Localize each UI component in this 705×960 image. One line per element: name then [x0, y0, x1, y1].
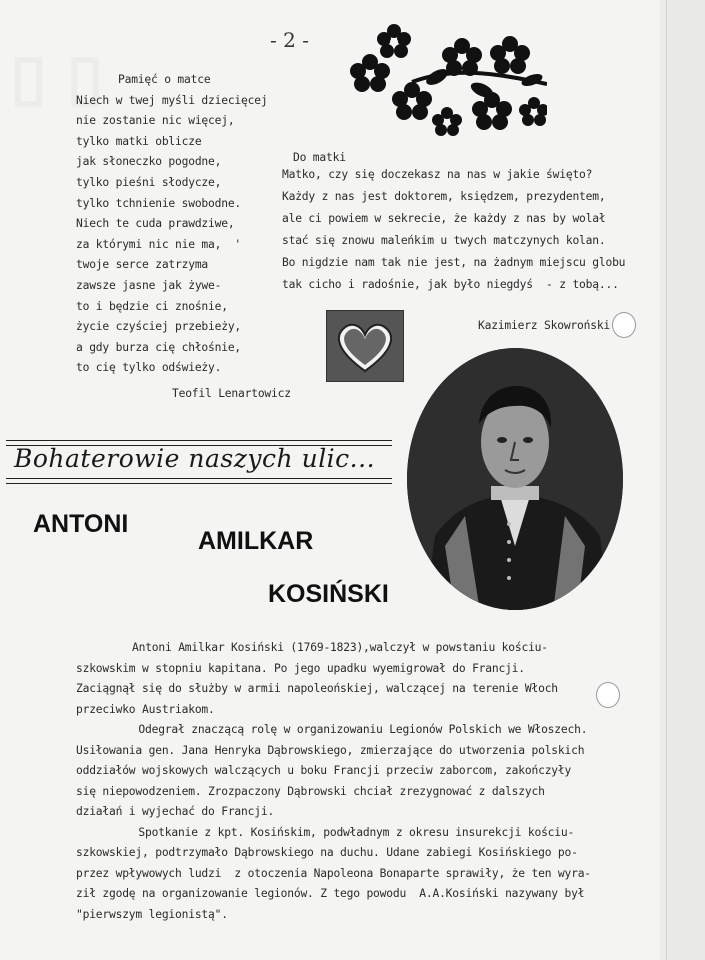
poem-line: twoje serce zatrzyma [76, 258, 209, 272]
banner-rule-bottom [6, 478, 392, 479]
name-middle: AMILKAR [198, 527, 314, 555]
article-line: Zaciągnął się do służby w armii napoleońskiej, walczącej na terenie Włoch [76, 682, 558, 695]
article-line: Antoni Amilkar Kosiński (1769-1823),walczył w powstaniu kościu- [132, 641, 548, 654]
name-first: ANTONI [33, 510, 129, 538]
page-number: - 2 - [270, 28, 309, 52]
poem-line: Bo nigdzie nam tak nie jest, na żadnym miejscu globu [282, 256, 626, 269]
background-watermark: ▯ ▯ [9, 43, 104, 112]
poem-line: nie zostanie nic więcej, [76, 114, 235, 128]
heart-icon [327, 311, 403, 381]
poem-mother-author: Teofil Lenartowicz [172, 387, 291, 400]
poem-line: stać się znowu maleńkim u twych matczynych kolan. [282, 234, 606, 247]
article-line: ził zgodę na organizowanie legionów. Z tego powodu A.A.Kosiński nazywany był [76, 887, 585, 900]
name-last: KOSIŃSKI [268, 580, 389, 608]
article-line: działań i wyjechać do Francji. [76, 805, 275, 818]
poem-line: Każdy z nas jest doktorem, księdzem, prezydentem, [282, 190, 606, 203]
article-line: "pierwszym legionistą". [76, 907, 228, 921]
poem-line: a gdy burza cię chłośnie, [76, 340, 242, 354]
section-banner: Bohaterowie naszych ulic... [14, 444, 376, 473]
article-line: szkowskiej, podtrzymało Dąbrowskiego na duchu. Udane zabiegi Kosińskiego po- [76, 846, 578, 859]
article-line: przeciwko Austriakom. [76, 702, 215, 716]
poem-to-mother-title: Do matki [293, 151, 346, 164]
poem-line: tak cicho i radośnie, jak było niegdyś - z tobą... [282, 278, 619, 291]
poem-mother-title: Pamięć o matce [118, 73, 211, 86]
poem-line: zawsze jasne jak żywe- [76, 278, 222, 292]
banner-rule-bottom-2 [6, 483, 392, 484]
article-line: Usiłowania gen. Jana Henryka Dąbrowskiego, zmierzające do utworzenia polskich [76, 743, 585, 757]
poem-line: za którymi nic nie ma, ' [76, 237, 242, 251]
portrait-kosinski [405, 346, 625, 612]
punch-hole-top [612, 312, 636, 338]
poem-mother [76, 70, 267, 379]
poem-line: tylko pieśni słodycze, [76, 175, 222, 189]
poem-line: Matko, czy się doczekasz na nas w jakie święto? [282, 168, 593, 181]
poem-line: Niech w twej myśli dziecięcej [76, 93, 268, 107]
article-line: oddziałów wojskowych walczących u boku Francji przeciw zaborcom, zakończyły [76, 764, 572, 777]
article-line: Odegrał znaczącą rolę w organizowaniu Legionów Polskich we Włoszech. [112, 723, 588, 736]
poem-line: ale ci powiem w sekrecie, że każdy z nas by wolał [282, 212, 606, 225]
punch-hole-bottom [596, 682, 620, 708]
article-line: Spotkanie z kpt. Kosińskim, podwładnym z okresu insurekcji kościu- [112, 825, 575, 839]
heart-picture [326, 310, 404, 382]
poem-line: tylko tchnienie swobodne. [76, 196, 242, 210]
flower-illustration [342, 22, 547, 140]
article-line: szkowskim w stopniu kapitana. Po jego upadku wyemigrował do Francji. [76, 661, 525, 675]
banner-rule-top [6, 440, 392, 441]
poem-line: to i będzie ci znośnie, [76, 299, 228, 313]
poem-line: jak słoneczko pogodne, [76, 155, 222, 169]
page-edge [660, 0, 667, 960]
poem-to-mother-author: Kazimierz Skowroński [478, 319, 611, 332]
poem-to-mother [282, 164, 625, 296]
poem-line: Niech te cuda prawdziwe, [76, 217, 235, 231]
article-line: się niepowodzeniem. Zrozpaczony Dąbrowski chciał zrezygnować z dalszych [76, 784, 545, 798]
poem-line: życie czyściej przebieży, [76, 320, 242, 334]
article-body [76, 638, 591, 925]
poem-line: to cię tylko odświeży. [76, 361, 222, 375]
article-line: przez wpływowych ludzi z otoczenia Napoleona Bonaparte sprawiły, że ten wyra- [76, 866, 591, 880]
poem-line: tylko matki oblicze [76, 134, 202, 148]
